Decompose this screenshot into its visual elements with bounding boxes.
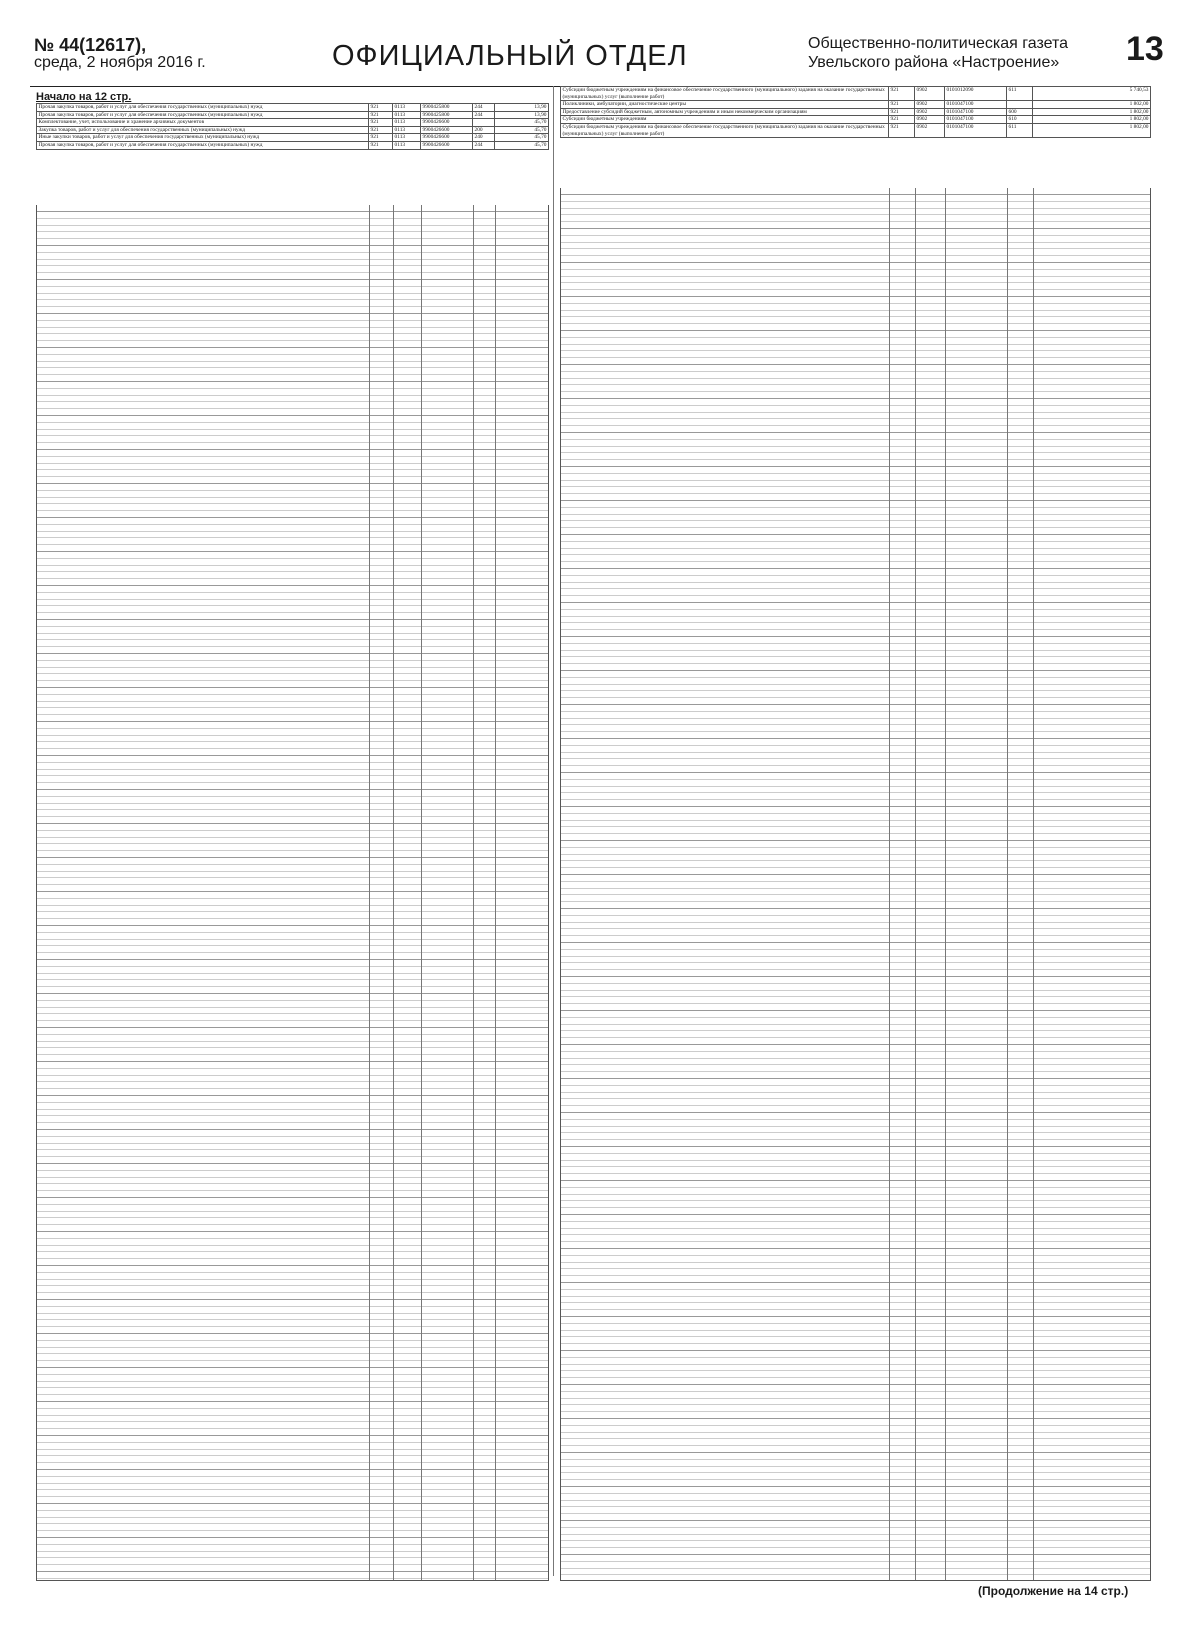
table-cell-sum: 13,90 [495,111,549,119]
table-cell-rz: 0902 [915,123,945,137]
table-cell-rz: 0113 [393,104,421,112]
table-cell-csr: 0101047100 [945,108,1007,116]
table-cell-sum: 45,70 [495,134,549,142]
issue-number: № 44(12617), [34,35,147,55]
table-cell-gr: 921 [889,123,915,137]
table-cell-csr: 9900426600 [421,134,473,142]
table-cell-vr: 611 [1007,123,1033,137]
table-cell-sum: 45,70 [495,141,549,149]
table-cell-rz: 0113 [393,126,421,134]
table-cell-name: Субсидии бюджетным учреждениям на финансовое обеспечение государственного (муниципального) задания на оказание государственных (муниципальных) услуг (выполнение работ) [561,87,889,101]
table-row [37,126,549,134]
table-row [37,111,549,119]
budget-table-left-continuation [36,205,549,1581]
table-cell-csr: 9900425800 [421,104,473,112]
table-cell-vr: 244 [473,104,495,112]
table-cell-vr: 244 [473,141,495,149]
table-cell-csr: 0101047100 [945,123,1007,137]
table-cell-rz: 0113 [393,111,421,119]
table-cell-vr [1007,101,1033,109]
table-cell-gr: 921 [889,116,915,124]
table-cell-sum: 1 802,00 [1033,101,1151,109]
column-divider [889,188,890,1580]
table-cell-sum: 1 802,00 [1033,123,1151,137]
table-cell-name: Предоставление субсидий бюджетным, автономным учреждениям и иным некоммерческим организациям [561,108,889,116]
table-cell-vr: 610 [1007,116,1033,124]
table-cell-gr: 921 [369,119,393,127]
issue-info [34,36,206,72]
paper-name [808,34,1108,72]
table-cell-vr: 200 [473,126,495,134]
table-cell-csr: 0101047100 [945,101,1007,109]
table-cell-rz: 0902 [915,108,945,116]
column-divider [393,205,394,1580]
column-divider [1033,188,1034,1580]
table-cell-vr: 244 [473,111,495,119]
column-separator [553,86,554,1576]
budget-table-right-body [561,87,1151,138]
table-cell-vr [473,119,495,127]
table-cell-csr: 9900426600 [421,126,473,134]
continued-from-note: Начало на 12 стр. [36,91,132,103]
table-cell-sum: 1 802,00 [1033,108,1151,116]
budget-table-right-continuation [560,188,1151,1581]
table-cell-name: Закупка товаров, работ и услуг для обеспечения государственных (муниципальных) нужд [37,126,369,134]
table-row [561,87,1151,101]
column-divider [915,188,916,1580]
budget-table-left [36,103,549,150]
table-row [37,134,549,142]
continued-to-note: (Продолжение на 14 стр.) [978,1584,1129,1598]
table-cell-sum: 5 740,53 [1033,87,1151,101]
table-cell-csr: 9900426600 [421,141,473,149]
table-row [561,108,1151,116]
table-cell-name: Субсидии бюджетным учреждениям [561,116,889,124]
table-cell-vr: 600 [1007,108,1033,116]
table-row [37,104,549,112]
table-cell-name: Комплектование, учет, использование и хранение архивных документов [37,119,369,127]
table-row [561,123,1151,137]
table-row [37,119,549,127]
budget-table-left-body [37,104,549,150]
table-row [561,116,1151,124]
column-divider [945,188,946,1580]
table-cell-sum: 45,70 [495,126,549,134]
paper-name-line-1: Общественно-политическая газета [808,35,1069,52]
table-cell-gr: 921 [369,141,393,149]
page-number: 13 [1126,30,1164,68]
table-cell-gr: 921 [369,134,393,142]
table-cell-name: Прочая закупка товаров, работ и услуг для обеспечения государственных (муниципальных) нужд [37,104,369,112]
column-divider [1007,188,1008,1580]
table-cell-rz: 0902 [915,101,945,109]
table-cell-name: Иные закупки товаров, работ и услуг для обеспечения государственных (муниципальных) нужд [37,134,369,142]
budget-table-right [560,86,1151,138]
column-divider [369,205,370,1580]
table-cell-rz: 0902 [915,87,945,101]
column-divider [495,205,496,1580]
section-title: ОФИЦИАЛЬНЫЙ ОТДЕЛ [332,40,688,72]
table-cell-csr: 9900426600 [421,119,473,127]
table-cell-csr: 9900425800 [421,111,473,119]
table-cell-rz: 0113 [393,119,421,127]
table-cell-rz: 0113 [393,141,421,149]
table-cell-name: Прочая закупка товаров, работ и услуг для обеспечения государственных (муниципальных) нужд [37,111,369,119]
table-cell-vr: 611 [1007,87,1033,101]
table-cell-vr: 240 [473,134,495,142]
table-cell-gr: 921 [369,111,393,119]
masthead [30,28,1164,84]
table-cell-gr: 921 [369,126,393,134]
table-cell-gr: 921 [889,108,915,116]
table-cell-name: Прочая закупка товаров, работ и услуг для обеспечения государственных (муниципальных) нужд [37,141,369,149]
table-cell-sum: 1 802,00 [1033,116,1151,124]
table-cell-gr: 921 [889,87,915,101]
table-cell-rz: 0902 [915,116,945,124]
table-row [37,141,549,149]
column-divider [473,205,474,1580]
table-cell-sum: 13,90 [495,104,549,112]
table-cell-sum: 45,70 [495,119,549,127]
table-cell-rz: 0113 [393,134,421,142]
column-divider [421,205,422,1580]
table-cell-name: Поликлиники, амбулатории, диагностические центры [561,101,889,109]
table-cell-gr: 921 [889,101,915,109]
paper-name-line-2: Увельского района «Настроение» [808,54,1060,71]
table-cell-gr: 921 [369,104,393,112]
table-cell-name: Субсидии бюджетным учреждениям на финансовое обеспечение государственного (муниципального) задания на оказание государственных (муниципальных) услуг (выполнение работ) [561,123,889,137]
table-cell-csr: 0101012090 [945,87,1007,101]
table-cell-csr: 0101047100 [945,116,1007,124]
issue-date: среда, 2 ноября 2016 г. [34,54,206,71]
table-row [561,101,1151,109]
